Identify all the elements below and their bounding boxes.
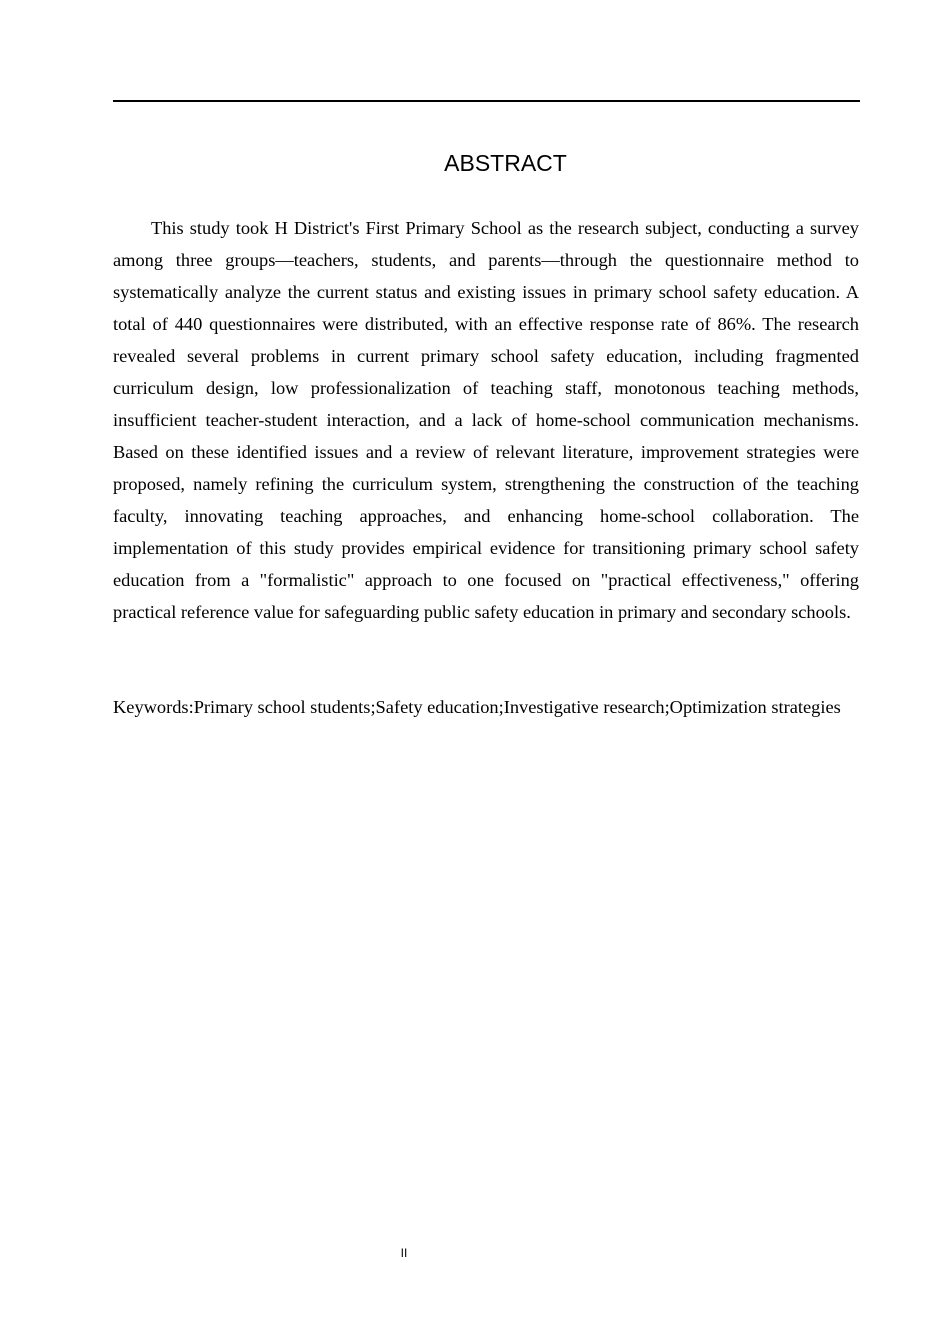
abstract-body: This study took H District's First Primary School as the research subject, conducting a survey among three groups—teachers, students, and parents—through the questionnaire method to systematically analyze the current status and existing issues in primary school safety education. A total of 440 questionnaires were distributed, with an effective response rate of 86%. The research revealed several problems in current primary school safety education, including fragmented curriculum design, low professionalization of teaching staff, monotonous teaching methods, insufficient teacher-student interaction, and a lack of home-school communication mechanisms. Based on these identified issues and a review of relevant literature, improvement strategies were proposed, namely refining the curriculum system, strengthening the construction of the teaching faculty, innovating teaching approaches, and enhancing home-school collaboration. The implementation of this study provides empirical evidence for transitioning primary school safety education from a "formalistic" approach to one focused on "practical effectiveness," offering practical reference value for safeguarding public safety education in primary and secondary schools. [113, 218, 859, 622]
page-number: II [400, 1246, 408, 1260]
abstract-title: ABSTRACT [444, 150, 567, 176]
keywords-line: Keywords:Primary school students;Safety education;Investigative research;Optimization strategies [113, 697, 841, 717]
header-rule [113, 100, 860, 102]
